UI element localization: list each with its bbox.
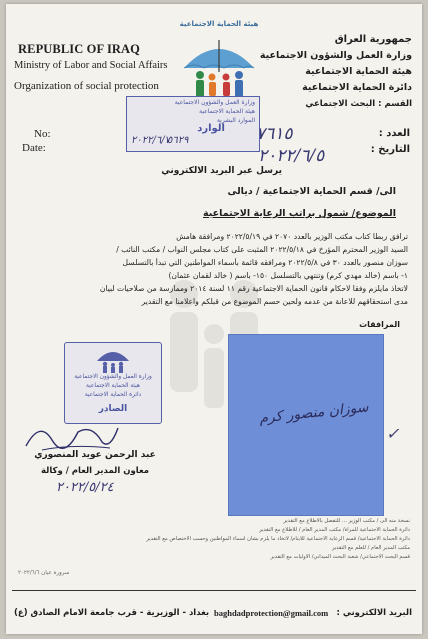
header-ar-section: القسم : البحث الاجتماعي	[305, 99, 412, 109]
distribution-note: سرورة عيان ٢٠٢٢/٦/٦	[18, 570, 70, 576]
attachment-note	[228, 334, 384, 516]
received-stamp-hr: الموارد البشرية	[216, 117, 255, 124]
header-country: REPUBLIC OF IRAQ	[18, 42, 140, 56]
body-line-3: سوزان منصور بالعدد ٣٠ في ٢٠٢٢/٥/٨ ومرافقه قائمة بأسماء المواطنين التي تبدأ بالتسلسل	[122, 258, 408, 267]
received-stamp-label: الوارد	[197, 123, 225, 134]
handwritten-mark: ✓	[386, 424, 400, 443]
distribution-line-1: نسخة منه الى / مكتب الوزير ... للتفضل بالاطلاع مع التقدير	[283, 518, 410, 524]
received-stamp-ministry: وزارة العمل والشؤون الاجتماعية	[174, 99, 255, 106]
header-ar-authority: هيئة الحماية الاجتماعية	[305, 66, 412, 77]
footer-divider	[12, 590, 416, 591]
addressee-line: الى/ قسم الحماية الاجتماعية / ديالى	[227, 186, 396, 197]
date-label-ar: التاريخ :	[370, 144, 410, 155]
header-ar-department: دائرة الحماية الاجتماعية	[302, 82, 412, 93]
received-stamp-date: ٢٠٢٢/٦/٧	[131, 135, 170, 146]
issued-stamp-label: الصادر	[98, 404, 128, 414]
body-line-2: السيد الوزير المحترم المؤرخ في ٢٠٢٢/٥/١٨ المثبت على كتاب مجلس النواب / مكتب النائب /	[116, 245, 408, 254]
document-page	[6, 4, 422, 634]
issued-stamp-logo-icon	[95, 347, 131, 373]
logo-caption: هيئة الحماية الاجتماعية	[179, 20, 259, 28]
issued-stamp-department: دائرة الحماية الاجتماعية	[84, 392, 142, 398]
attachments-label: المرافقات	[359, 320, 400, 329]
number-value: ٧٦١٥	[256, 124, 293, 144]
footer-address: بغداد - الوزيرية - قرب جامعة الامام الصادق (ع)	[14, 608, 210, 618]
received-stamp	[126, 96, 260, 152]
subject-line: الموضوع/ شمول براتب الرعاية الاجتماعية	[203, 208, 396, 219]
organization-logo	[176, 32, 262, 102]
received-stamp-authority: هيئة الحماية الاجتماعية	[199, 108, 255, 115]
date-label: Date:	[22, 142, 46, 154]
issued-stamp-ministry: وزارة العمل والشؤون الاجتماعية	[74, 374, 152, 380]
distribution-line-5: قسم البحث الاجتماعي/ شعبة البحث الميداني/ الاوليات مع التقدير	[270, 554, 410, 560]
email-dispatch-line: يرسل عبر البريد الالكتروني	[161, 166, 282, 176]
body-line-6: مدى استحقاقهم للاعانة من عدمه ولحين حسم الموضوع من قبلكم واعلامنا مع التقدير	[141, 297, 408, 306]
number-label-ar: العدد :	[378, 128, 410, 139]
body-line-1: ترافق ربطا كتاب مكتب الوزير بالعدد ٢٠٧٠ في ٢٠٢٢/٥/١٩ ومرافقة هامش	[176, 232, 408, 241]
date-value: ٢٠٢٢/٦/٥	[258, 146, 325, 166]
umbrella-family-logo-icon	[176, 32, 262, 102]
header-ar-country: جمهورية العراق	[334, 34, 412, 45]
signatory-title: معاون المدير العام / وكالة	[40, 466, 149, 476]
attachment-note-text: سوزان منصور كرم	[258, 399, 370, 427]
footer-email-label: البريد الالكتروني :	[336, 608, 412, 618]
issued-stamp-authority: هيئة الحماية الاجتماعية	[86, 383, 140, 389]
signature-date: ٢٠٢٢/٥/٢٤	[56, 480, 114, 495]
issued-stamp	[64, 342, 162, 424]
received-stamp-number: ٥٦٢٩	[167, 135, 189, 146]
no-label: No:	[34, 128, 51, 140]
header-ministry: Ministry of Labor and Social Affairs	[14, 60, 168, 71]
footer-email[interactable]: baghdadprotection@gmail.com	[214, 608, 329, 618]
distribution-line-4: مكتب المدير العام / للعلم مع التقدير	[331, 545, 410, 551]
distribution-line-3: دائرة الحماية الاجتماعية/ قسم الرعاية الاجتماعية للايتام/ لاتخاذ ما يلزم بشأن اسماء المواطنين وحسب الاختصاص مع التقدير	[146, 536, 410, 542]
body-line-4: ١- باسم (خالد مهدي كرم) وتنتهي بالتسلسل ١٥٠- باسم ( خالد لقمان عثمان)	[168, 271, 408, 280]
header-ar-ministry: وزارة العمل والشؤون الاجتماعية	[259, 50, 412, 61]
body-line-5: لاتخاذ مايلزم وفقا لاحكام قانون الحماية الاجتماعية رقم ١١ لسنة ٢٠١٤ وممارسة من صلاحيات لبيان	[99, 284, 408, 293]
signatory-name: عبد الرحمن عويد المنصوري	[34, 450, 156, 460]
distribution-line-2: دائرة الحماية الاجتماعية للمراة/ مكتب المدير العام / للاطلاع مع التقدير	[259, 527, 410, 533]
header-organization: Organization of social protection	[14, 80, 159, 92]
